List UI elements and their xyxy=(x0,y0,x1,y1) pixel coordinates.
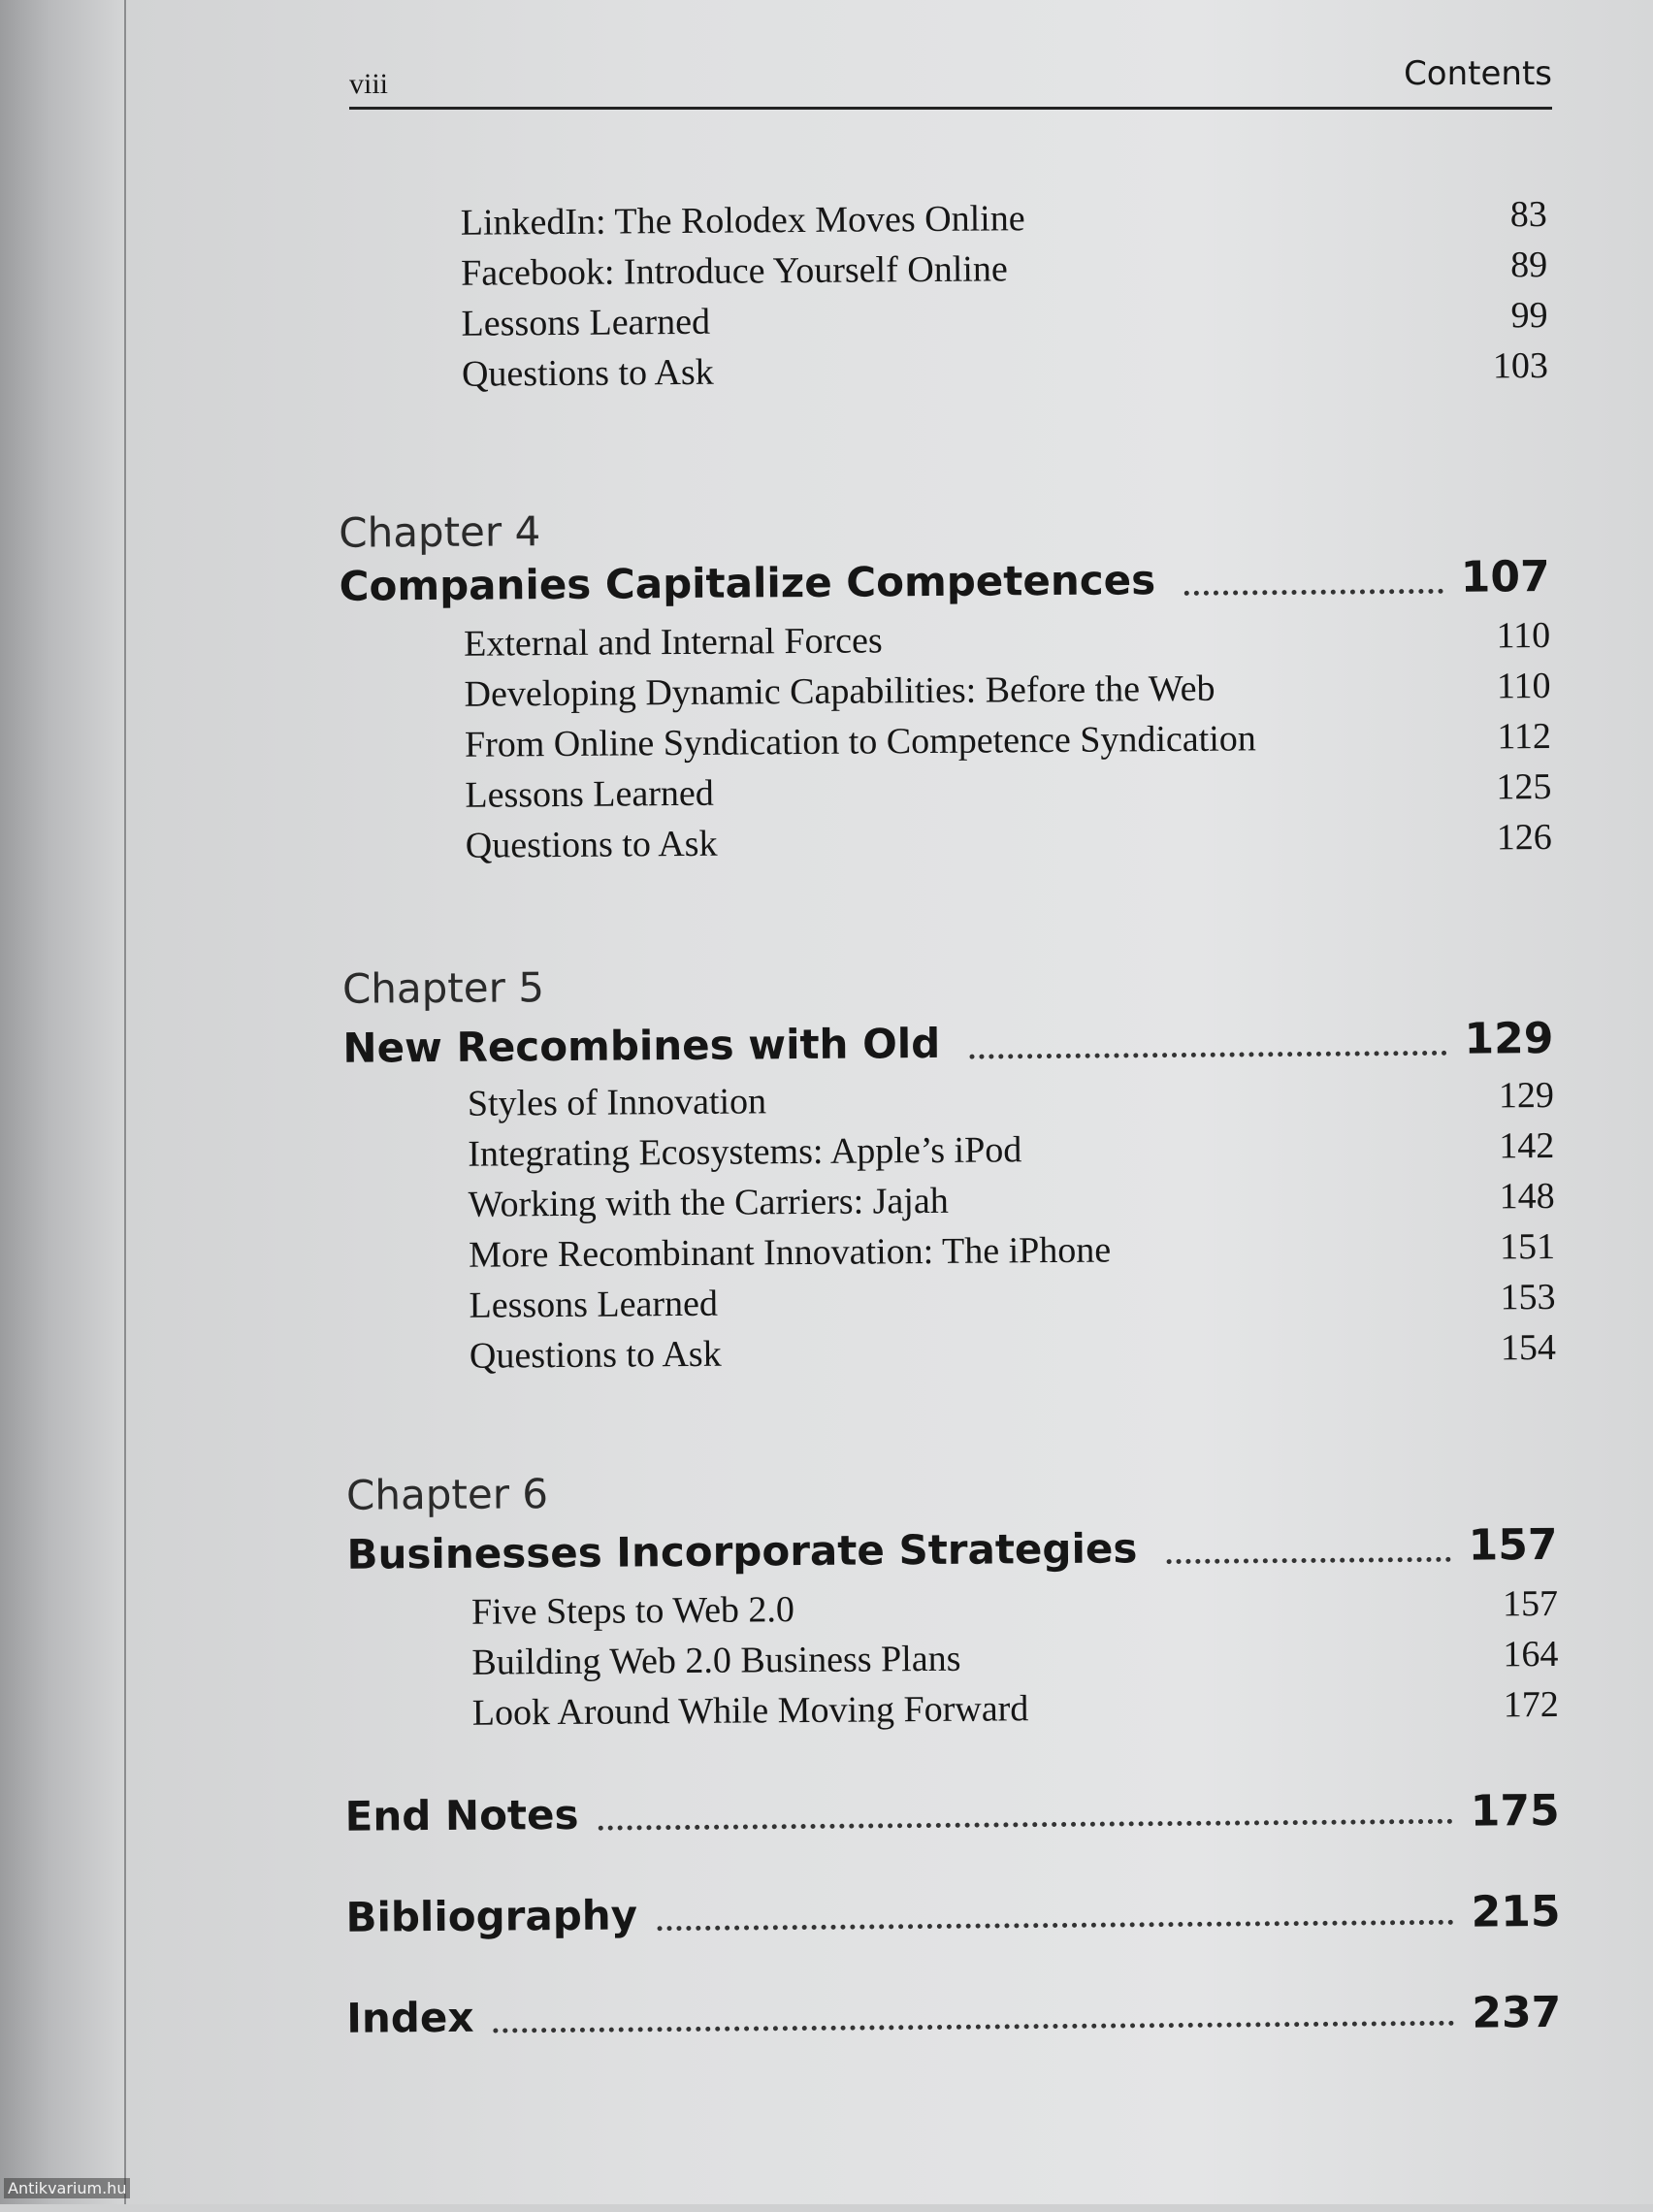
chapter-title-row xyxy=(346,1516,1557,1584)
dot-leader xyxy=(1167,1557,1451,1564)
back-matter-title: Index xyxy=(346,1993,474,2042)
toc-entry xyxy=(466,812,1552,871)
toc-entry-page: 129 xyxy=(1498,1074,1555,1117)
toc-entry xyxy=(469,1221,1555,1281)
toc-entry-page: 142 xyxy=(1499,1124,1555,1167)
back-matter-title: End Notes xyxy=(344,1790,579,1840)
toc-entry-title: From Online Syndication to Competence Syndication xyxy=(464,718,1256,765)
toc-entry-title: Developing Dynamic Capabilities: Before the Web xyxy=(464,667,1215,715)
chapter-page: 107 xyxy=(1460,551,1550,602)
chapter-label: Chapter 6 xyxy=(345,1470,549,1519)
toc-entry-title: Lessons Learned xyxy=(461,301,711,344)
toc-entry xyxy=(471,1578,1558,1638)
toc-entry-title: More Recombinant Innovation: The iPhone xyxy=(468,1229,1112,1276)
toc-entry-page: 125 xyxy=(1496,765,1552,808)
toc-entry-title: Five Steps to Web 2.0 xyxy=(470,1589,795,1633)
toc-entry-page: 154 xyxy=(1500,1326,1557,1369)
toc-entry-page: 148 xyxy=(1499,1175,1555,1218)
chapter-title-row xyxy=(342,1010,1553,1078)
chapter-title-row xyxy=(339,548,1549,616)
toc-entry xyxy=(465,762,1551,821)
dot-leader xyxy=(658,1920,1454,1931)
back-matter-page: 237 xyxy=(1472,1987,1562,2038)
toc-entry-page: 126 xyxy=(1496,816,1552,859)
chapter-title: New Recombines with Old xyxy=(342,1019,941,1072)
watermark: Antikvarium.hu xyxy=(4,2178,130,2198)
toc-entry-title: Questions to Ask xyxy=(461,351,714,395)
toc-entry xyxy=(469,1272,1555,1331)
toc-entry-title: Integrating Ecosystems: Apple’s iPod xyxy=(468,1129,1022,1175)
dot-leader xyxy=(1184,589,1443,596)
toc-entry xyxy=(465,711,1551,770)
toc-entry-page: 164 xyxy=(1503,1633,1559,1675)
dot-leader xyxy=(599,1819,1453,1831)
toc-entry-page: 89 xyxy=(1509,244,1548,286)
back-matter-row xyxy=(345,1877,1560,1949)
running-title: Contents xyxy=(1404,54,1552,93)
toc-entry-page: 112 xyxy=(1497,715,1552,758)
toc-entry-title: Building Web 2.0 Business Plans xyxy=(471,1638,961,1683)
chapter-label: Chapter 5 xyxy=(341,963,545,1013)
toc-entry-page: 151 xyxy=(1499,1225,1556,1268)
toc-entry xyxy=(468,1121,1554,1180)
toc-entry xyxy=(461,189,1547,248)
toc-entry-page: 157 xyxy=(1502,1582,1559,1625)
toc-entry-title: Questions to Ask xyxy=(465,823,718,866)
toc-entry xyxy=(468,1070,1554,1129)
toc-entry-title: Lessons Learned xyxy=(469,1283,719,1326)
toc-entry-page: 172 xyxy=(1503,1683,1559,1726)
toc-entry-page: 153 xyxy=(1500,1276,1556,1318)
toc-entry-title: Styles of Innovation xyxy=(467,1081,767,1124)
chapter-label: Chapter 4 xyxy=(339,507,541,557)
chapter-title: Companies Capitalize Competences xyxy=(339,556,1156,610)
toc-entry-title: External and Internal Forces xyxy=(464,620,883,665)
dot-leader xyxy=(970,1051,1447,1059)
back-matter-page: 175 xyxy=(1470,1785,1560,1837)
toc-entry-title: Working with the Carriers: Jajah xyxy=(468,1180,949,1225)
chapter-title: Businesses Incorporate Strategies xyxy=(346,1524,1138,1578)
toc-entry-page: 110 xyxy=(1496,614,1551,657)
toc-entry xyxy=(471,1629,1558,1688)
toc-entry-title: LinkedIn: The Rolodex Moves Online xyxy=(460,198,1025,244)
page-number: viii xyxy=(349,68,389,100)
toc-entry xyxy=(461,290,1547,349)
toc-entry xyxy=(470,1322,1556,1382)
toc-entry-title: Lessons Learned xyxy=(465,772,714,816)
toc-entry-title: Look Around While Moving Forward xyxy=(471,1688,1029,1734)
toc-entry-title: Facebook: Introduce Yourself Online xyxy=(461,248,1008,294)
toc-entry-page: 110 xyxy=(1496,665,1551,707)
toc-entry xyxy=(461,240,1547,299)
toc-entry xyxy=(464,661,1550,720)
toc-entry-page: 99 xyxy=(1510,294,1548,337)
back-matter-title: Bibliography xyxy=(345,1891,638,1941)
toc-entry xyxy=(462,341,1548,400)
chapter-page: 129 xyxy=(1464,1013,1554,1064)
toc-entry xyxy=(464,610,1550,669)
toc-entry-page: 103 xyxy=(1492,344,1549,387)
chapter-page: 157 xyxy=(1468,1519,1558,1571)
dot-leader xyxy=(493,2021,1454,2033)
toc-entry-page: 83 xyxy=(1509,193,1547,236)
toc-entry xyxy=(472,1679,1559,1739)
back-matter-row xyxy=(346,1978,1561,2050)
toc-entry-title: Questions to Ask xyxy=(469,1333,722,1377)
toc-entry xyxy=(469,1171,1555,1230)
back-matter-row xyxy=(344,1776,1559,1848)
back-matter-page: 215 xyxy=(1471,1886,1561,1937)
